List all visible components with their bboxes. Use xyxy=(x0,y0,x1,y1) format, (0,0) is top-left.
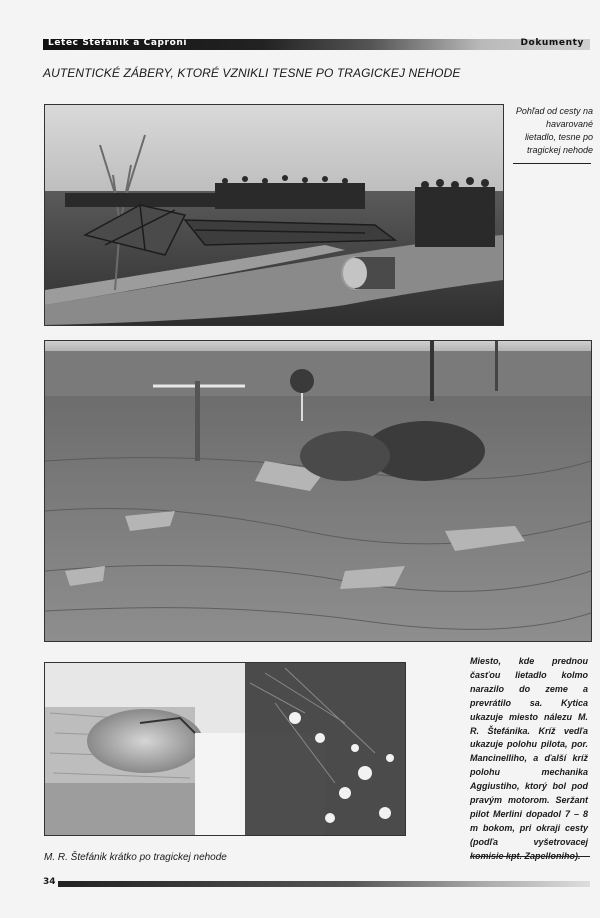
photo-stefanik xyxy=(44,662,406,836)
caption-crash-site-road: Pohľad od cesty na havarované lietadlo, tesne po tragickej nehode xyxy=(515,106,593,155)
caption-divider xyxy=(470,856,590,857)
caption-divider xyxy=(513,163,591,164)
page-number: 34 xyxy=(43,877,56,887)
photo-crash-site-road xyxy=(44,104,504,326)
running-title: Letec Štefánik a Caproni xyxy=(48,38,188,48)
page-heading: AUTENTICKÉ ZÁBERY, KTORÉ VZNIKLI TESNE PO TRAGICKEJ NEHODE xyxy=(43,66,461,80)
footer-bar xyxy=(58,881,590,887)
section-label: Dokumenty xyxy=(520,38,584,48)
header-bar xyxy=(43,39,590,50)
caption-crash-site-field: Miesto, kde prednou časťou lietadlo kolmo narazilo do zeme a prevrátilo sa. Kytica ukazuje miesto nálezu M. R. Štefánika. Kríž vedľa ukazuje polohu pilota, por. Mancinelliho, a ďalší kríž polohu mechanika Aggiustiho, ktorý bol pod pravým motorom. Seržant pilot Merlini dopadol 7 – 8 m bokom, pri okraji cesty (podľa vyšetrovacej xyxy=(470,656,588,847)
caption-stefanik: M. R. Štefánik krátko po tragickej nehode xyxy=(44,852,227,863)
photo-crash-site-field xyxy=(44,340,592,642)
